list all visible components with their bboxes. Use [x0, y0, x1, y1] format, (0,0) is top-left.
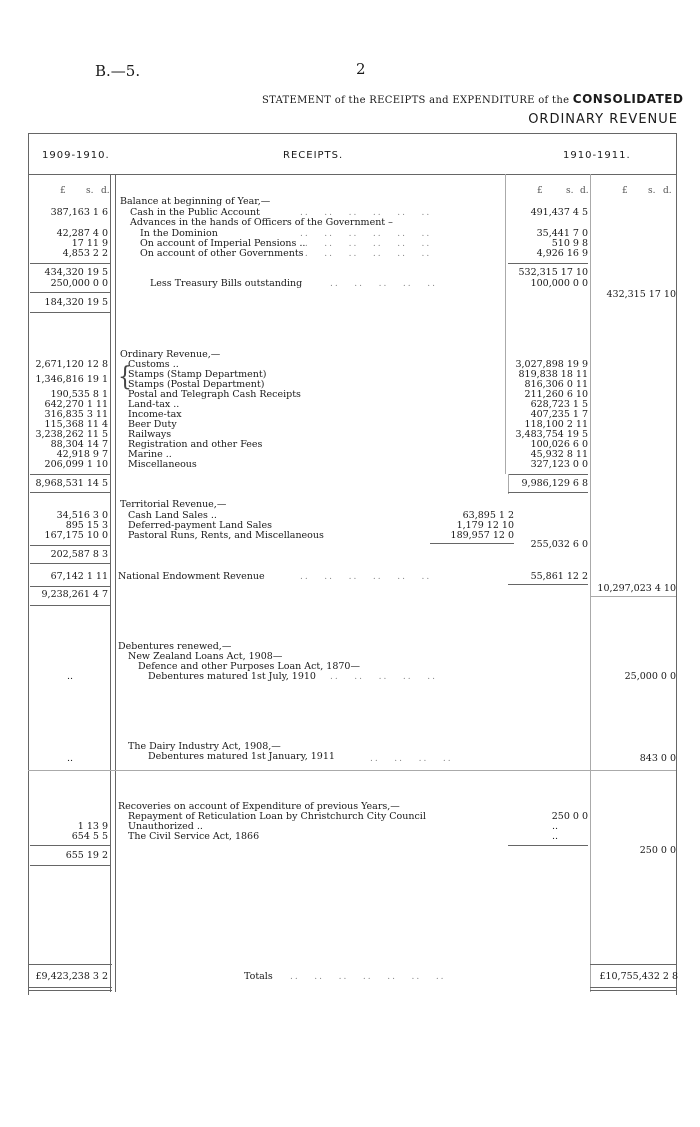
statement-strong: CONSOLIDATED	[572, 92, 684, 106]
recoveries-rule-2	[508, 845, 588, 846]
territorial-detail-rule	[430, 543, 514, 544]
totals-rule-bottom-right	[590, 987, 676, 988]
ordinary-cur-total: 9,986,129 6 8	[521, 478, 588, 489]
recoveries-row-label: The Civil Service Act, 1866	[128, 831, 260, 842]
subtotal-rule-left	[30, 605, 110, 606]
ordinary-row-cur: 118,100 2 11	[524, 419, 588, 430]
balance-row-label: On account of other Governments	[140, 248, 304, 259]
ordinary-row-prev: 206,099 1 10	[44, 459, 108, 470]
balance-row-prev: 17 11 9	[71, 238, 108, 249]
ordinary-row-prev: 88,304 14 7	[50, 439, 108, 450]
balance-row-cur: 510 9 8	[551, 238, 588, 249]
territorial-row-cur: 1,179 12 10	[456, 520, 514, 531]
totals-label: Totals	[244, 971, 273, 982]
currency-pounds-3: £	[622, 186, 628, 196]
territorial-row-prev: 34,516 3 0	[56, 510, 108, 521]
balance-row-prev: 387,163 1 6	[50, 207, 108, 218]
territorial-row-label: Cash Land Sales ..	[128, 510, 217, 521]
leader-dots: .. .. .. .. .. ..	[300, 239, 432, 249]
currency-pence-2: d.	[580, 186, 589, 196]
recoveries-heading: Recoveries on account of Expenditure of previous Years,—	[118, 801, 400, 812]
recoveries-rule-3	[30, 865, 110, 866]
leader-dots: .. .. .. .. .. ..	[300, 572, 432, 582]
heading-current-year: 1910-1911.	[563, 150, 631, 161]
net-rule	[30, 292, 110, 293]
totals-rule-top	[28, 964, 112, 965]
subtotal-prev: 9,238,261 4 7	[41, 589, 108, 600]
heading-prev-year: 1909-1910.	[42, 150, 110, 161]
totals-prev: £9,423,238 3 2	[35, 971, 108, 982]
currency-shillings-3: s.	[648, 186, 656, 196]
currency-pounds: £	[60, 186, 66, 196]
recoveries-cur-total: 250 0 0	[639, 845, 676, 856]
subtotal-rule-2	[508, 263, 588, 264]
recoveries-row-label: Unauthorized ..	[128, 821, 203, 832]
stamps-prev-combined: 1,346,816 19 1	[35, 374, 108, 385]
leader-dots: .. .. .. .. ..	[330, 672, 437, 682]
ordinary-heading: Ordinary Revenue,—	[120, 349, 221, 360]
recoveries-rule	[30, 845, 110, 846]
ordinary-rule-2	[508, 474, 588, 475]
balance-row-prev: 4,853 2 2	[62, 248, 108, 259]
ordinary-row-cur: 3,483,754 19 5	[515, 429, 588, 440]
ordinary-row-prev: 115,368 11 4	[44, 419, 108, 430]
endowment-prev: 67,142 1 11	[50, 571, 108, 582]
ordinary-box-left	[508, 474, 509, 494]
territorial-row-label: Deferred-payment Land Sales	[128, 520, 272, 531]
territorial-row-prev: 167,175 10 0	[44, 530, 108, 541]
balance-row-label: In the Dominion	[140, 228, 218, 239]
ordinary-row-prev: 2,671,120 12 8	[35, 359, 108, 370]
subtotal-rule-right	[590, 596, 676, 597]
balance-cur-subtotal: 532,315 17 10	[518, 267, 588, 278]
balance-row-label: On account of Imperial Pensions ..	[140, 238, 306, 249]
currency-shillings-2: s.	[566, 186, 574, 196]
ordinary-row-cur: 407,235 1 7	[530, 409, 588, 420]
balance-row-label: Cash in the Public Account	[130, 207, 260, 218]
territorial-prev-total: 202,587 8 3	[50, 549, 108, 560]
debentures-prev: ..	[66, 671, 73, 682]
right-column-rule	[590, 174, 591, 992]
totals-rule-top-right	[590, 964, 676, 965]
subtotal-rule	[30, 263, 110, 264]
page-reference: B.—5.	[95, 62, 141, 80]
debentures-line3: Debentures matured 1st July, 1910	[148, 671, 316, 682]
dairy-line1: The Dairy Industry Act, 1908,—	[128, 741, 281, 752]
leader-dots: .. .. .. ..	[370, 754, 453, 764]
ordinary-row-label: Railways	[128, 429, 172, 440]
debentures-line1: New Zealand Loans Act, 1908—	[128, 651, 283, 662]
totals-leader-dots: .. .. .. .. .. .. ..	[290, 972, 446, 982]
ordinary-row-cur: 816,306 0 11	[524, 379, 588, 390]
territorial-rule-2	[30, 563, 110, 564]
balance-row-cur: 35,441 7 0	[536, 228, 588, 239]
ordinary-row-cur: 100,026 6 0	[530, 439, 588, 450]
ordinary-row-prev: 642,270 1 11	[44, 399, 108, 410]
detail-column-rule	[505, 174, 506, 474]
heading-receipts: RECEIPTS.	[283, 150, 344, 161]
ordinary-row-label: Postal and Telegraph Cash Receipts	[128, 389, 301, 400]
territorial-cur-total: 255,032 6 0	[530, 539, 588, 550]
table-left-rule	[28, 133, 29, 995]
subtotal-cur: 10,297,023 4 10	[597, 583, 676, 594]
balance-prev-subtotal: 434,320 19 5	[44, 267, 108, 278]
ordinary-row-label: Marine ..	[128, 449, 172, 460]
territorial-row-label: Pastoral Runs, Rents, and Miscellaneous	[128, 530, 324, 541]
ordinary-row-label: Customs ..	[128, 359, 179, 370]
currency-shillings: s.	[86, 186, 94, 196]
balance-prev-less: 250,000 0 0	[50, 278, 108, 289]
ordinary-row-cur: 45,932 8 11	[530, 449, 588, 460]
ordinary-row-label: Stamps (Stamp Department)	[128, 369, 267, 380]
endowment-rule-2	[508, 584, 588, 585]
totals-rule-double-right	[590, 990, 676, 991]
territorial-row-cur: 63,895 1 2	[462, 510, 514, 521]
balance-cur-less: 100,000 0 0	[530, 278, 588, 289]
brace-symbol: {	[118, 362, 132, 393]
recoveries-row-prev: 1 13 9	[77, 821, 108, 832]
dairy-rule	[28, 770, 676, 771]
recoveries-row-prev: 654 5 5	[71, 831, 108, 842]
header-rule	[28, 174, 676, 175]
statement-lead: STATEMENT of the RECEIPTS and EXPENDITURE of the	[262, 95, 570, 106]
debentures-heading: Debentures renewed,—	[118, 641, 232, 652]
ordinary-row-cur: 628,723 1 5	[530, 399, 588, 410]
ordinary-row-label: Registration and other Fees	[128, 439, 263, 450]
leader-dots: .. .. .. .. ..	[330, 279, 437, 289]
recoveries-row-cur: 250 0 0	[551, 811, 588, 822]
totals-rule-double	[28, 990, 112, 991]
table-top-rule	[28, 133, 676, 134]
territorial-row-prev: 895 15 3	[65, 520, 108, 531]
currency-pence-3: d.	[663, 186, 672, 196]
balance-prev-net: 184,320 19 5	[44, 297, 108, 308]
ordinary-row-label: Income-tax	[128, 409, 182, 420]
endowment-cur: 55,861 12 2	[530, 571, 588, 582]
ordinary-row-cur: 819,838 18 11	[518, 369, 588, 380]
balance-heading: Balance at beginning of Year,—	[120, 196, 271, 207]
ordinary-rule	[30, 474, 110, 475]
ordinary-row-prev: 3,238,262 11 5	[35, 429, 108, 440]
table-right-rule	[676, 133, 677, 995]
currency-pounds-2: £	[537, 186, 543, 196]
statement-title	[262, 92, 683, 106]
dairy-cur: 843 0 0	[639, 753, 676, 764]
endowment-rule	[30, 586, 110, 587]
leader-dots: .. .. .. .. .. ..	[300, 229, 432, 239]
statement-subtitle: ORDINARY REVENUE	[528, 112, 678, 127]
currency-pence: d.	[101, 186, 110, 196]
debentures-line2: Defence and other Purposes Loan Act, 1870—	[138, 661, 360, 672]
ordinary-prev-total: 8,968,531 14 5	[35, 478, 108, 489]
territorial-row-cur: 189,957 12 0	[450, 530, 514, 541]
page-number: 2	[356, 60, 366, 78]
ordinary-row-label: Stamps (Postal Department)	[128, 379, 265, 390]
territorial-heading: Territorial Revenue,—	[120, 499, 227, 510]
debentures-cur: 25,000 0 0	[624, 671, 676, 682]
ordinary-row-cur: 3,027,898 19 9	[515, 359, 588, 370]
ordinary-row-label: Land-tax ..	[128, 399, 180, 410]
ordinary-row-prev: 316,835 3 11	[44, 409, 108, 420]
recoveries-row-cur: ..	[551, 821, 558, 832]
ordinary-row-label: Miscellaneous	[128, 459, 197, 470]
totals-cur: £10,755,432 2 8	[599, 971, 678, 982]
totals-rule-bottom	[28, 987, 112, 988]
leader-dots: .. .. .. .. .. ..	[300, 249, 432, 259]
dairy-line2: Debentures matured 1st January, 1911	[148, 751, 335, 762]
endowment-label: National Endowment Revenue	[118, 571, 265, 582]
ordinary-rule-4	[508, 492, 588, 493]
territorial-rule	[30, 545, 110, 546]
ordinary-row-cur: 211,260 6 10	[524, 389, 588, 400]
recoveries-row-label: Repayment of Reticulation Loan by Christchurch City Council	[128, 811, 426, 822]
recoveries-prev-total: 655 19 2	[65, 850, 108, 861]
ordinary-row-prev: 190,535 8 1	[50, 389, 108, 400]
less-treasury-label: Less Treasury Bills outstanding	[150, 278, 303, 289]
prev-column-rule	[115, 174, 116, 992]
leader-dots: .. .. .. .. .. ..	[300, 208, 432, 218]
ordinary-row-label: Beer Duty	[128, 419, 177, 430]
balance-row-label: Advances in the hands of Officers of the Government –	[130, 217, 393, 228]
prev-pence-rule	[110, 174, 111, 992]
balance-row-cur: 491,437 4 5	[530, 207, 588, 218]
ordinary-rule-3	[30, 492, 110, 493]
dairy-prev: ..	[66, 753, 73, 764]
ordinary-row-cur: 327,123 0 0	[530, 459, 588, 470]
net-rule-2	[30, 312, 110, 313]
balance-row-cur: 4,926 16 9	[536, 248, 588, 259]
recoveries-row-cur: ..	[551, 831, 558, 842]
balance-row-prev: 42,287 4 0	[56, 228, 108, 239]
balance-cur-net: 432,315 17 10	[606, 289, 676, 300]
ordinary-row-prev: 42,918 9 7	[56, 449, 108, 460]
